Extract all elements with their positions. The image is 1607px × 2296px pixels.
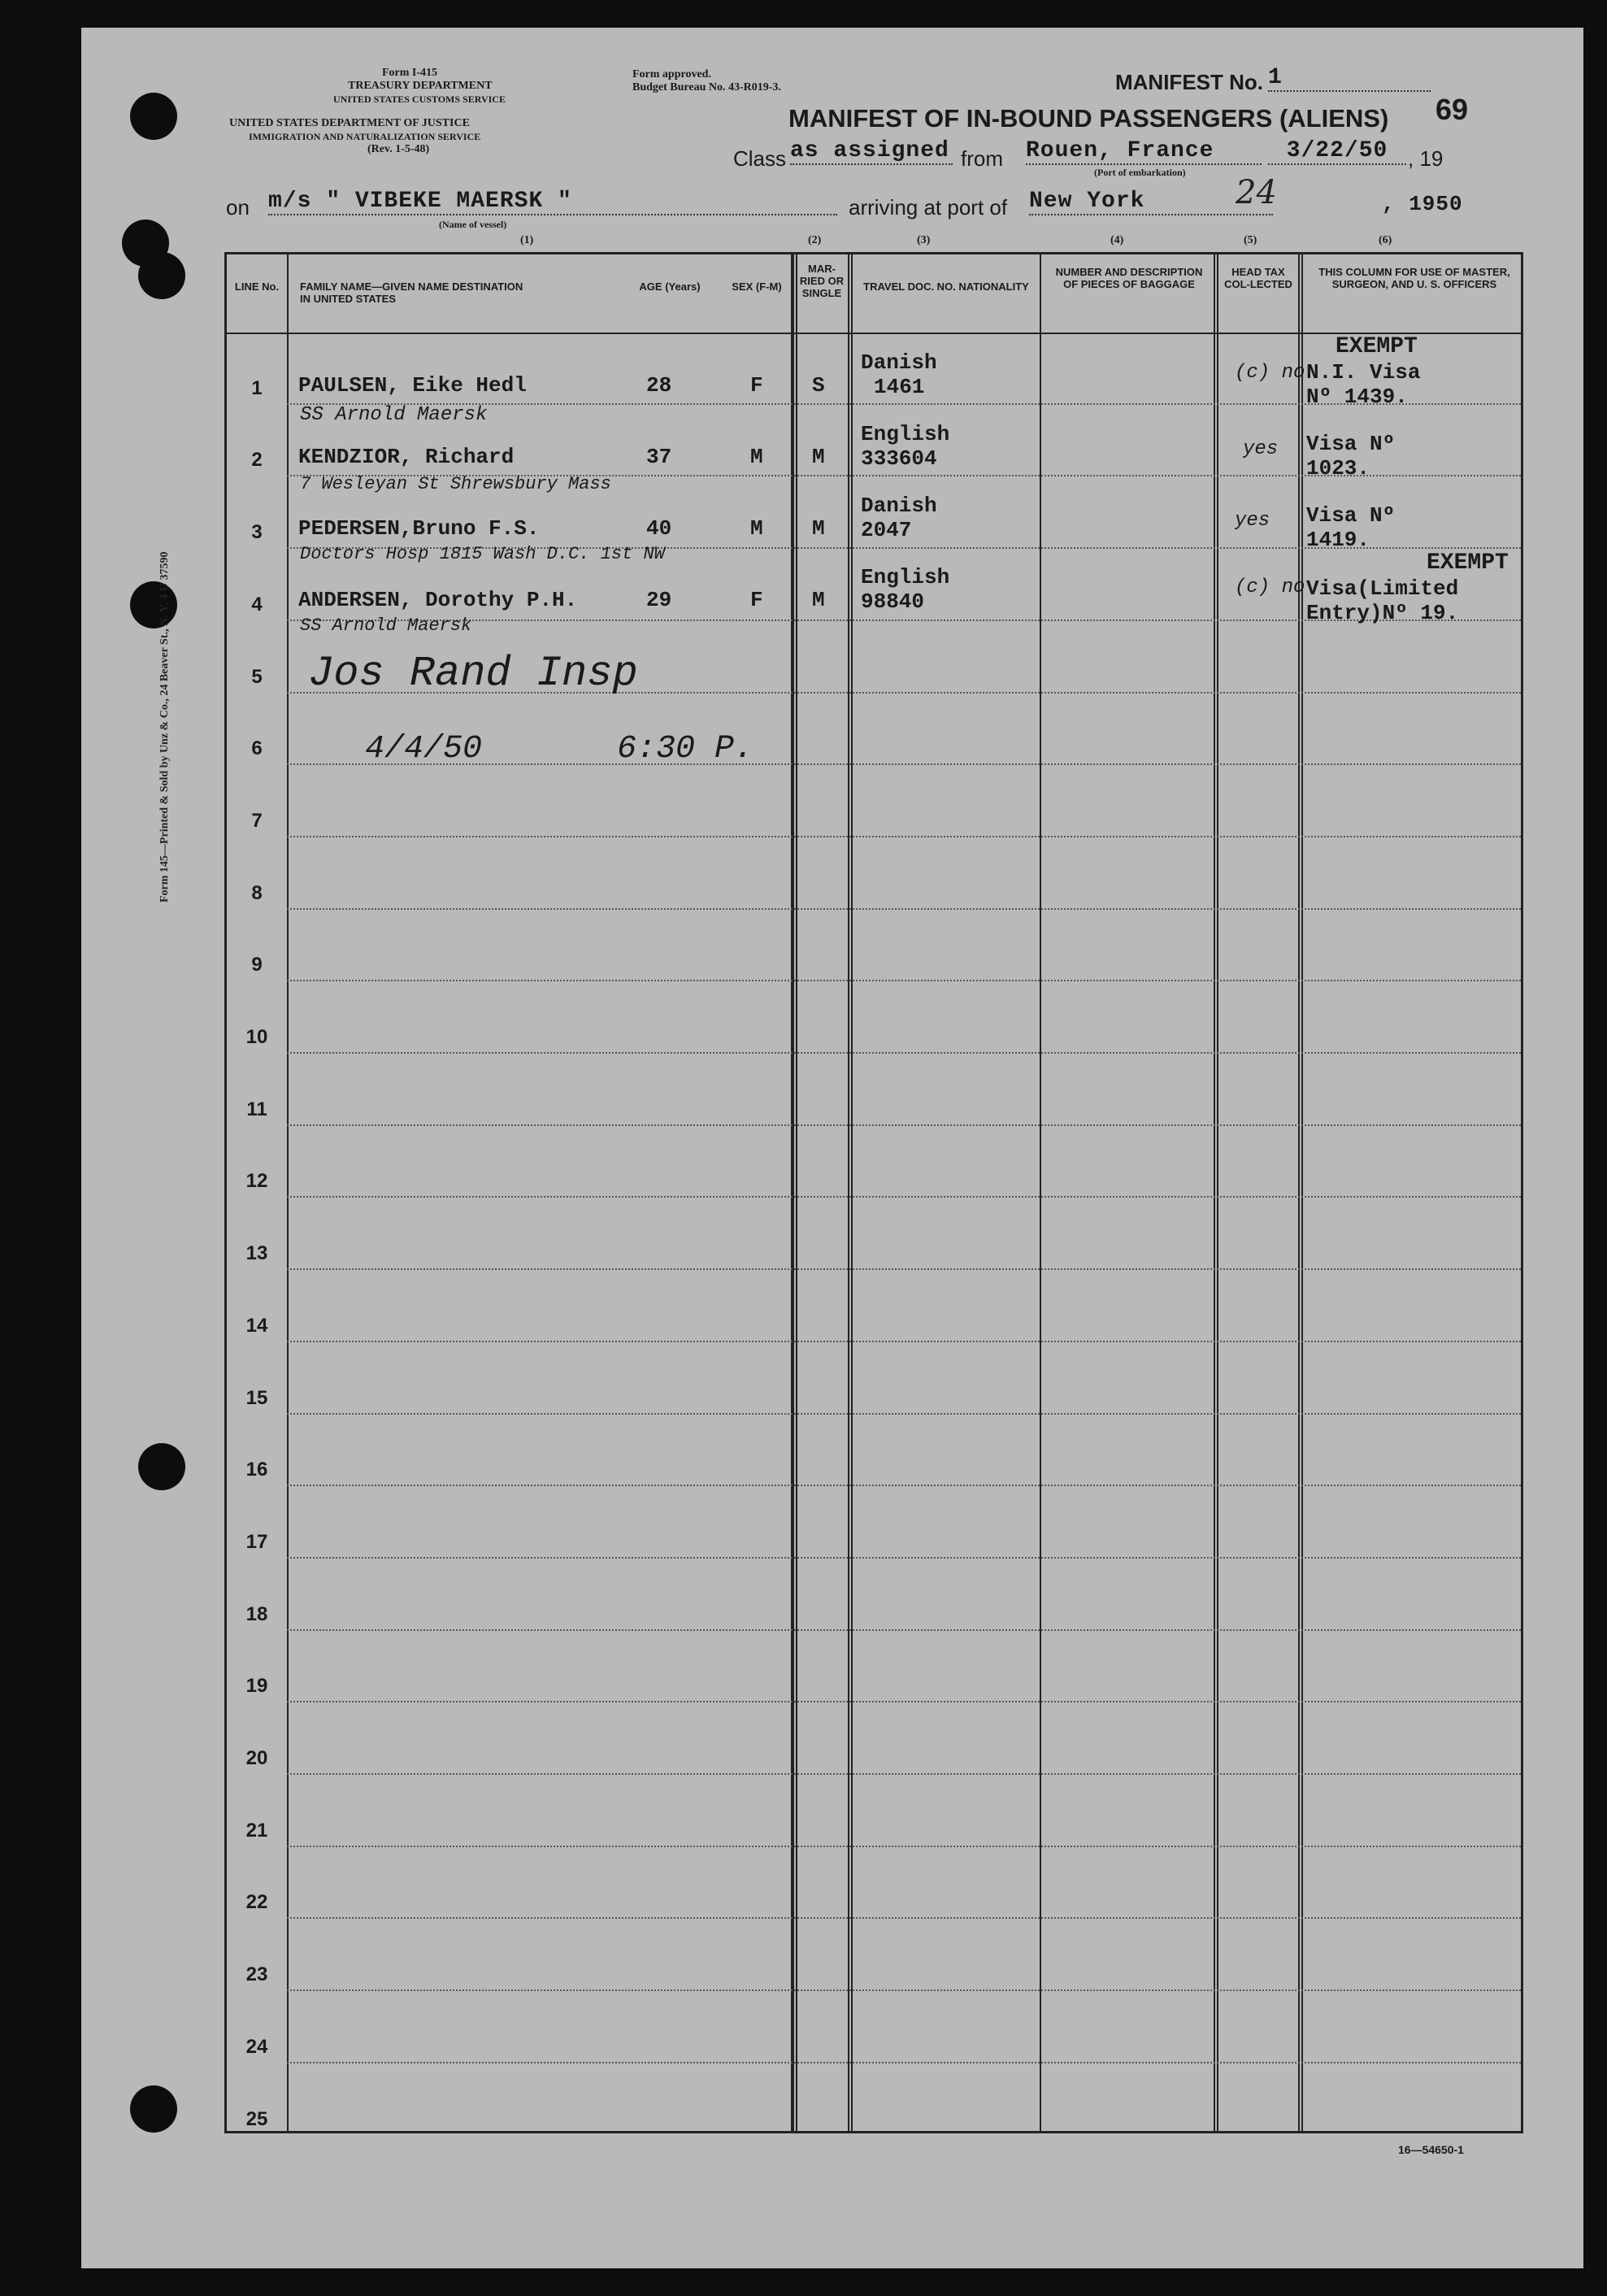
head-tax: (c) no: [1235, 362, 1305, 384]
row-guide: [287, 1701, 1521, 1702]
row-guide: [287, 1989, 1521, 1991]
officer-note: 1419.: [1306, 528, 1370, 552]
header-baggage: NUMBER AND DESCRIPTION OF PIECES OF BAGGAGE: [1055, 266, 1203, 290]
line-number: 14: [245, 1314, 268, 1337]
line-number: 19: [245, 1675, 268, 1698]
passenger-marital: M: [812, 588, 825, 612]
passenger-sex: M: [750, 445, 763, 469]
revision: (Rev. 1-5-48): [367, 143, 430, 155]
passenger-table: [224, 252, 1523, 2133]
col-number-4: (4): [1110, 234, 1124, 246]
department-of-justice: UNITED STATES DEPARTMENT OF JUSTICE: [229, 117, 470, 129]
exempt-stamp: EXEMPT: [1336, 334, 1418, 359]
officer-note: Visa Nº: [1306, 503, 1396, 528]
inspection-date: 4/4/50: [365, 731, 483, 768]
header-travel-doc: TRAVEL DOC. NO. NATIONALITY: [863, 280, 1029, 293]
line-number: 12: [245, 1170, 268, 1193]
officer-note: Nº 1439.: [1306, 385, 1408, 409]
line-number: 16: [245, 1459, 268, 1481]
officer-note: Entry)Nº 19.: [1306, 601, 1459, 625]
passenger-sex: M: [750, 516, 763, 541]
header-name: FAMILY NAME—GIVEN NAME DESTINATION IN UNITED STATES: [300, 280, 523, 305]
passenger-doc-no: 2047: [861, 518, 912, 542]
head-tax: yes: [1243, 438, 1279, 460]
line-number: 25: [245, 2107, 268, 2130]
arrival-port: New York: [1029, 189, 1273, 215]
line-number: 7: [251, 809, 263, 832]
line-number: 18: [245, 1602, 268, 1625]
line-number: 15: [245, 1386, 268, 1409]
passenger-doc-no: 98840: [861, 589, 925, 614]
footer-code: 16—54650-1: [1398, 2143, 1464, 2156]
service: UNITED STATES CUSTOMS SERVICE: [333, 93, 506, 105]
passenger-marital: M: [812, 445, 825, 469]
officer-note: N.I. Visa: [1306, 360, 1421, 385]
ins-service: IMMIGRATION AND NATURALIZATION SERVICE: [249, 131, 481, 142]
arrival-day: 24: [1236, 174, 1277, 211]
header-sex: SEX (F-M): [732, 280, 782, 293]
header-age: AGE (Years): [639, 280, 701, 293]
passenger-age: 29: [646, 588, 672, 612]
form-approved: Form approved.: [632, 68, 711, 80]
on-label: on: [226, 195, 250, 220]
binder-hole: [130, 2085, 177, 2133]
row-guide: [287, 1196, 1521, 1198]
header-line-no: LINE No.: [234, 280, 280, 293]
exempt-stamp: EXEMPT: [1427, 550, 1509, 576]
passenger-sex: F: [750, 588, 763, 612]
passenger-marital: S: [812, 373, 825, 398]
header-officers: THIS COLUMN FOR USE OF MASTER, SURGEON, AND U. S. OFFICERS: [1318, 266, 1510, 290]
manifest-number: 1: [1268, 65, 1431, 92]
col-number-6: (6): [1379, 234, 1392, 246]
class-label: Class: [733, 146, 787, 171]
line-number: 10: [245, 1026, 268, 1048]
line-number: 17: [245, 1530, 268, 1553]
page-number: 69: [1435, 93, 1469, 126]
row-guide: [287, 980, 1521, 981]
passenger-name: PAULSEN, Eike Hedl: [298, 373, 527, 398]
port-caption: (Port of embarkation): [1094, 167, 1186, 178]
officer-note: Visa(Limited: [1306, 576, 1459, 601]
arriving-label: arriving at port of: [849, 195, 1008, 220]
line-number: 11: [246, 1098, 267, 1120]
row-guide: [287, 1629, 1521, 1631]
head-tax: (c) no: [1235, 576, 1305, 598]
line-number: 24: [245, 2035, 268, 2058]
row-guide: [287, 1052, 1521, 1054]
passenger-age: 37: [646, 445, 672, 469]
passenger-nationality: English: [861, 565, 950, 589]
line-number: 1: [251, 376, 263, 399]
binder-hole: [138, 1443, 185, 1490]
class-value: as assigned: [790, 138, 953, 165]
line-number: 20: [245, 1747, 268, 1769]
passenger-name: PEDERSEN,Bruno F.S.: [298, 516, 540, 541]
line-number: 4: [251, 593, 263, 615]
line-number: 6: [251, 737, 263, 760]
row-guide: [287, 2062, 1521, 2063]
header-head-tax: HEAD TAX COL-LECTED: [1224, 266, 1292, 290]
embark-date: 3/22/50: [1268, 138, 1406, 165]
line-number: 23: [245, 1963, 268, 1986]
passenger-destination: 7 Wesleyan St Shrewsbury Mass: [300, 474, 611, 494]
passenger-doc-no: 333604: [861, 446, 937, 471]
form-number: Form I-415: [382, 67, 438, 79]
officer-note: Visa Nº: [1306, 432, 1396, 456]
row-guide: [287, 1341, 1521, 1342]
passenger-destination: SS Arnold Maersk: [300, 404, 488, 426]
manifest-title: MANIFEST OF IN-BOUND PASSENGERS (ALIENS): [788, 104, 1389, 133]
passenger-nationality: Danish: [861, 350, 937, 375]
passenger-age: 28: [646, 373, 672, 398]
department: TREASURY DEPARTMENT: [348, 80, 493, 92]
binder-hole: [138, 252, 185, 299]
budget-bureau: Budget Bureau No. 43-R019-3.: [632, 81, 781, 93]
row-guide: [287, 836, 1521, 837]
header-married: MAR-RIED OR SINGLE: [799, 263, 845, 299]
year-label: , 19: [1408, 146, 1444, 171]
passenger-doc-no: 1461: [874, 375, 925, 399]
line-number: 13: [245, 1242, 268, 1265]
row-guide: [287, 1846, 1521, 1847]
passenger-sex: F: [750, 373, 763, 398]
passenger-nationality: Danish: [861, 494, 937, 518]
line-number: 8: [251, 881, 263, 904]
officer-note: 1023.: [1306, 456, 1370, 481]
from-label: from: [961, 146, 1003, 171]
col-number-1: (1): [520, 234, 534, 246]
passenger-destination: SS Arnold Maersk: [300, 615, 472, 636]
row-guide: [287, 1413, 1521, 1415]
arrival-year: , 1950: [1382, 192, 1463, 216]
col-number-5: (5): [1244, 234, 1257, 246]
col-number-3: (3): [917, 234, 931, 246]
passenger-age: 40: [646, 516, 672, 541]
row-guide: [287, 1773, 1521, 1775]
passenger-destination: Doctors Hosp 1815 Wash D.C. 1st NW: [300, 544, 665, 564]
line-number: 9: [251, 954, 263, 976]
row-guide: [287, 1557, 1521, 1559]
inspector-signature: Jos Rand Insp: [308, 650, 638, 698]
line-number: 5: [251, 665, 263, 688]
row-guide: [287, 1268, 1521, 1270]
printer-side-text: Form 145—Printed & Sold by Unz & Co., 24 Beaver St., N. Y. 4 U 37590: [159, 551, 171, 902]
line-number: 22: [245, 1891, 268, 1914]
from-value: Rouen, France: [1026, 138, 1262, 165]
inspection-time: 6:30 P.: [617, 731, 754, 768]
head-tax: yes: [1235, 510, 1270, 532]
line-number: 2: [251, 449, 263, 472]
col-number-2: (2): [808, 234, 822, 246]
passenger-nationality: English: [861, 422, 950, 446]
line-number: 21: [245, 1819, 268, 1842]
passenger-name: KENDZIOR, Richard: [298, 445, 515, 469]
line-number: 3: [251, 521, 263, 544]
passenger-marital: M: [812, 516, 825, 541]
vessel-caption: (Name of vessel): [439, 219, 507, 230]
row-guide: [287, 908, 1521, 910]
row-guide: [287, 1485, 1521, 1486]
row-guide: [287, 1917, 1521, 1919]
binder-hole: [130, 93, 177, 140]
row-guide: [287, 1124, 1521, 1126]
passenger-name: ANDERSEN, Dorothy P.H.: [298, 588, 578, 612]
manifest-label: MANIFEST No.: [1115, 70, 1263, 94]
vessel-name: m/s " VIBEKE MAERSK ": [268, 189, 837, 215]
